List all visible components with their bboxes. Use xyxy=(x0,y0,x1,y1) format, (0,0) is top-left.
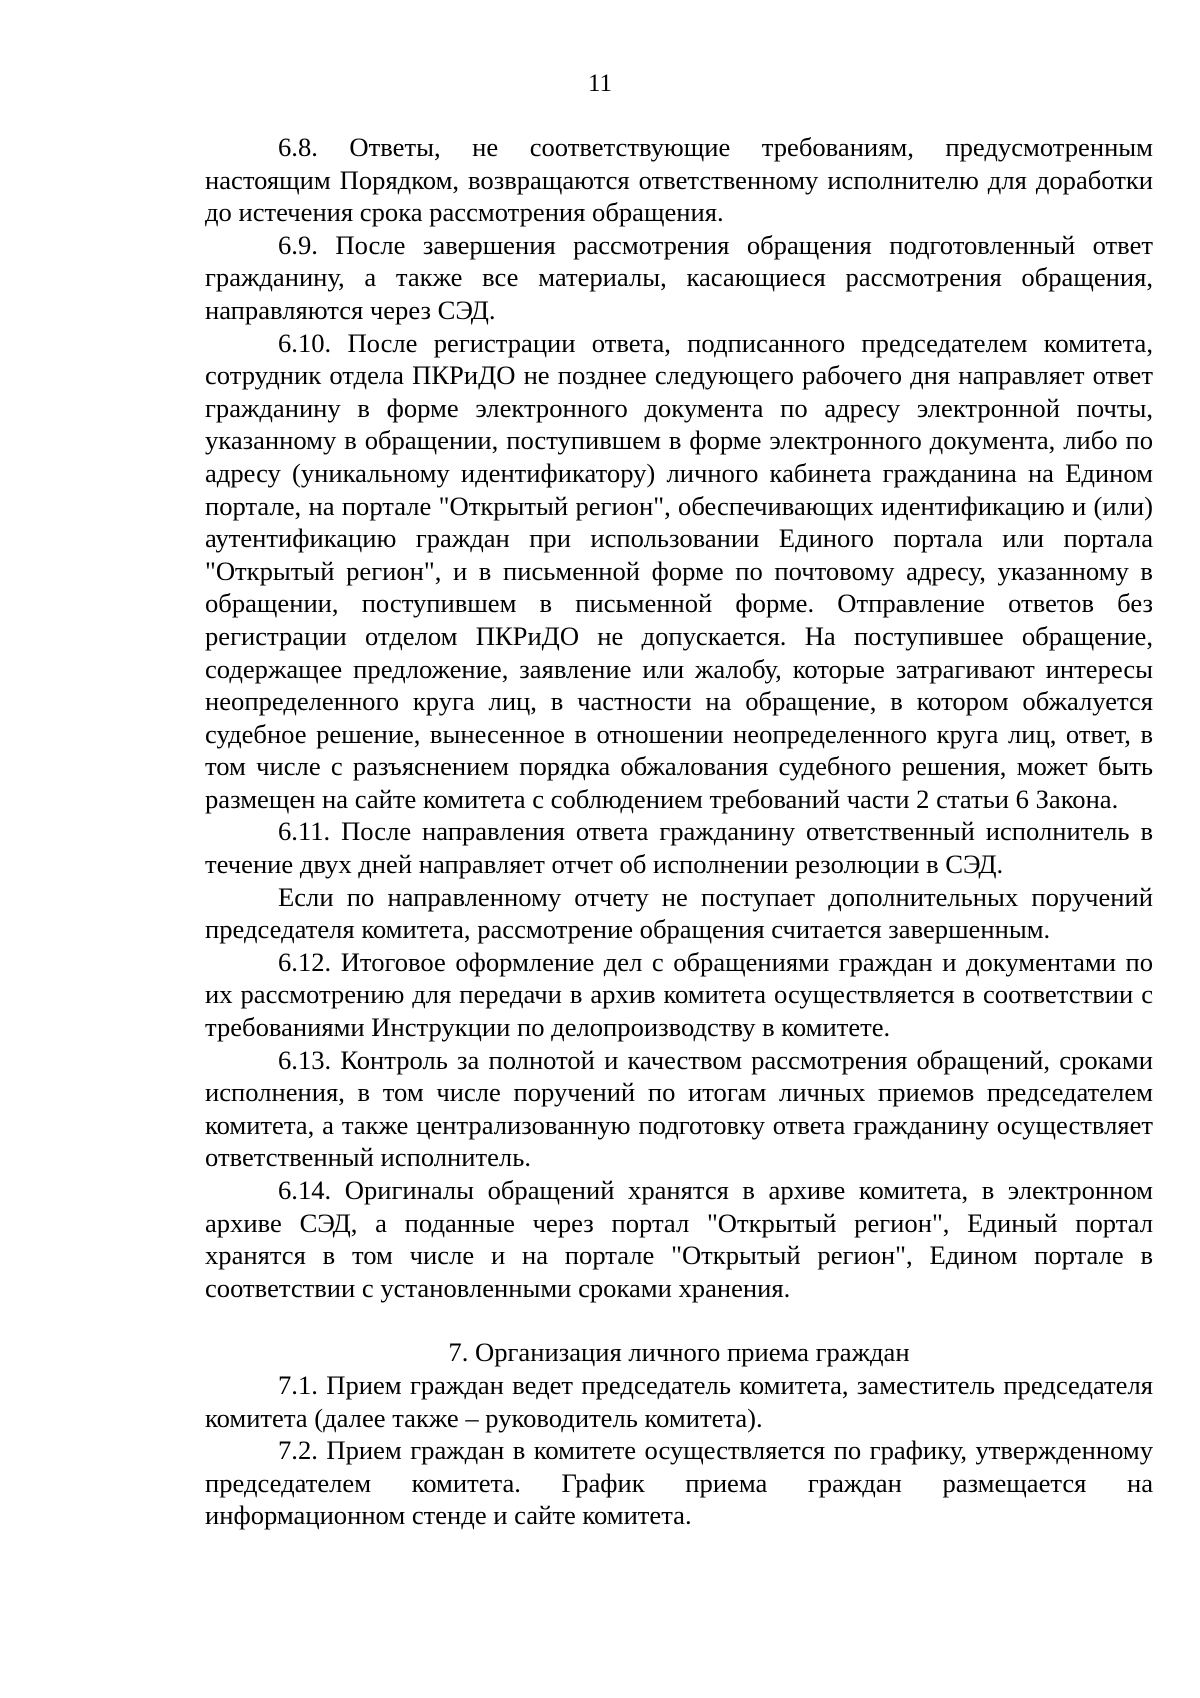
paragraph-6-13: 6.13. Контроль за полнотой и качеством рассмотрения обращений, сроками исполнения, в том числе поручений по итогам личных приемов председателем комитета, а также централизованную подготовку ответа гражданину осуществляет ответственный исполнитель. xyxy=(205,1044,1153,1173)
paragraph-6-9: 6.9. После завершения рассмотрения обращения подготовленный ответ гражданину, а также все материалы, касающиеся рассмотрения обращения, направляются через СЭД. xyxy=(205,229,1153,325)
paragraph-6-8: 6.8. Ответы, не соответствующие требованиям, предусмотренным настоящим Порядком, возвращаются ответственному исполнителю для доработки до истечения срока рассмотрения обращения. xyxy=(205,132,1153,228)
paragraph-7-1: 7.1. Прием граждан ведет председатель комитета, заместитель председателя комитета (далее также – руководитель комитета). xyxy=(205,1369,1153,1433)
document-body xyxy=(205,131,1153,1532)
paragraph-6-10: 6.10. После регистрации ответа, подписанного председателем комитета, сотрудник отдела ПКРиДО не позднее следующего рабочего дня направляет ответ гражданину в форме электронного документа по адресу электронной почты, указанному в обращении, поступившем в форме электронного документа, либо по адресу (уникальному идентификатору) личного кабинета гражданина на Едином портале, на портале "Открытый регион", обеспечивающих идентификацию и (или) аутентификацию граждан при использовании Единого портала или портала "Открытый регион", и в письменной форме по почтовому адресу, указанному в обращении, поступившем в письменной форме. Отправление ответов без регистрации отделом ПКРиДО не допускается. На поступившее обращение, содержащее предложение, заявление или жалобу, которые затрагивают интересы неопределенного круга лиц, в частности на обращение, в котором обжалуется судебное решение, вынесенное в отношении неопределенного круга лиц, ответ, в том числе с разъяснением порядка обжалования судебного решения, может быть размещен на сайте комитета с соблюдением требований части 2 статьи 6 Закона. xyxy=(205,327,1153,814)
page-number: 11 xyxy=(587,70,613,97)
paragraph-6-11-continued: Если по направленному отчету не поступает дополнительных поручений председателя комитета, рассмотрение обращения считается завершенным. xyxy=(205,881,1153,945)
paragraph-6-11: 6.11. После направления ответа гражданину ответственный исполнитель в течение двух дней направляет отчет об исполнении резолюции в СЭД. xyxy=(205,816,1153,880)
paragraph-6-14: 6.14. Оригиналы обращений хранятся в архиве комитета, в электронном архиве СЭД, а поданные через портал "Открытый регион", Единый портал хранятся в том числе и на портале "Открытый регион", Едином портале в соответствии с установленными сроками хранения. xyxy=(205,1175,1153,1303)
section-7-heading: 7. Организация личного приема граждан xyxy=(448,1337,910,1368)
paragraph-7-2: 7.2. Прием граждан в комитете осуществляется по графику, утвержденному председателем комитета. График приема граждан размещается на информационном стенде и сайте комитета. xyxy=(205,1435,1153,1531)
paragraph-6-12: 6.12. Итоговое оформление дел с обращениями граждан и документами по их рассмотрению для передачи в архив комитета осуществляется в соответствии с требованиями Инструкции по делопроизводству в комитете. xyxy=(205,946,1153,1043)
